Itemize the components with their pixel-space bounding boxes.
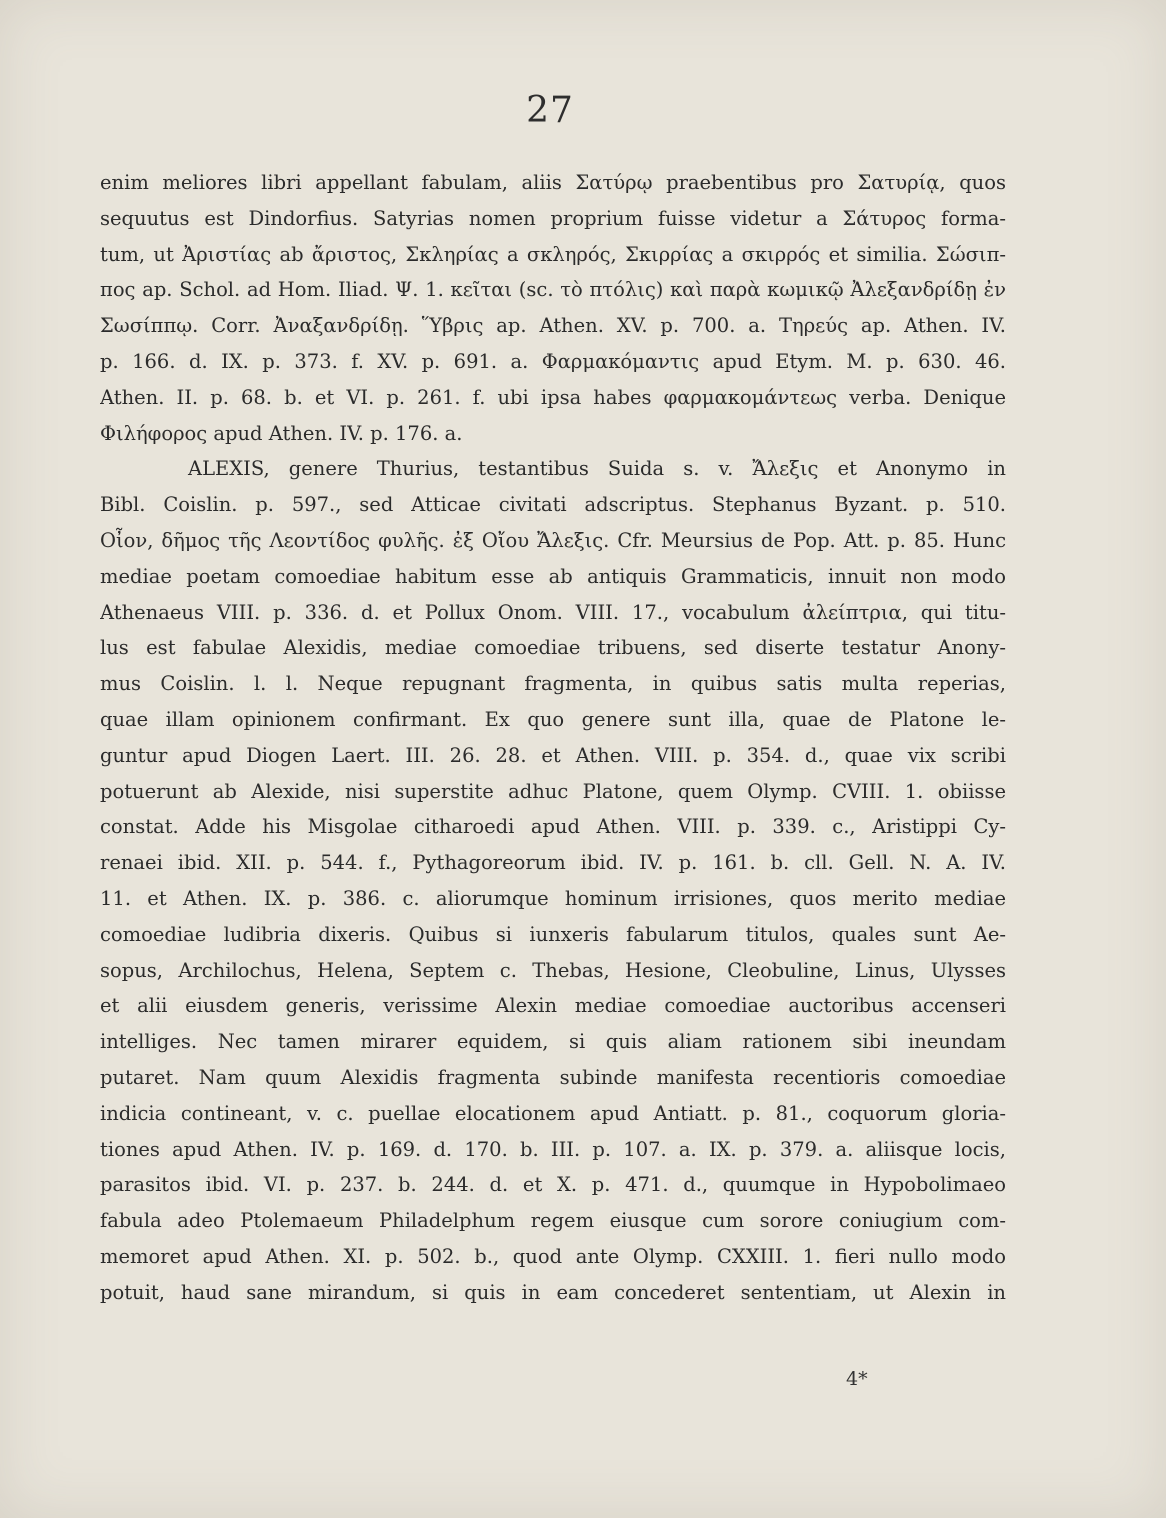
text-line: Οἶον, δῆμος τῆς Λεοντίδος φυλῆς. ἐξ Οἴου Ἄλεξις. Cfr. Meursius de Pop. Att. p. 85. Hunc	[100, 528, 1006, 552]
body-text	[100, 165, 1006, 1311]
text-line: Φιλήφορος apud Athen. IV. p. 176. a.	[100, 421, 463, 445]
text-line: tum, ut Ἀριστίας ab ἄριστος, Σκληρίας a σκληρός, Σκιρρίας a σκιρρός et similia. Σώσιπ-	[100, 242, 1006, 266]
text-line: Athen. II. p. 68. b. et VI. p. 261. f. ubi ipsa habes φαρμακομάντεως verba. Denique	[100, 385, 1006, 409]
text-line: mediae poetam comoediae habitum esse ab antiquis Grammaticis, innuit non modo	[100, 564, 1006, 588]
text-line: constat. Adde his Misgolae citharoedi apud Athen. VIII. p. 339. c., Aristippi Cy-	[100, 815, 1006, 839]
text-line: ALEXIS, genere Thurius, testantibus Suida s. v. Ἄλεξις et Anonymo in	[188, 457, 1006, 481]
text-line: πος ap. Schol. ad Hom. Iliad. Ψ. 1. κεῖται (sc. τὸ πτόλις) καὶ παρὰ κωμικῷ Ἀλεξανδρίδῃ ἐν	[100, 278, 1006, 302]
text-line: sopus, Archilochus, Helena, Septem c. Thebas, Hesione, Cleobuline, Linus, Ulysses	[100, 958, 1006, 982]
text-line: guntur apud Diogen Laert. III. 26. 28. et Athen. VIII. p. 354. d., quae vix scribi	[100, 743, 1006, 767]
text-line: potuit, haud sane mirandum, si quis in eam concederet sententiam, ut Alexin in	[100, 1280, 1006, 1304]
text-line: memoret apud Athen. XI. p. 502. b., quod ante Olymp. CXXIII. 1. fieri nullo modo	[100, 1244, 1006, 1268]
text-line: indicia contineant, v. c. puellae elocationem apud Antiatt. p. 81., coquorum gloria-	[100, 1101, 1006, 1125]
signature-mark: 4*	[846, 1368, 868, 1390]
paragraph-satyrias	[100, 165, 1006, 451]
text-line: p. 166. d. IX. p. 373. f. XV. p. 691. a. Φαρμακόμαντις apud Etym. M. p. 630. 46.	[100, 349, 1006, 373]
text-line: Σωσίππῳ. Corr. Ἀναξανδρίδῃ. Ὕβρις ap. Athen. XV. p. 700. a. Τηρεύς ap. Athen. IV.	[100, 314, 1006, 338]
text-line: lus est fabulae Alexidis, mediae comoediae tribuens, sed diserte testatur Anony-	[100, 636, 1006, 660]
page-number: 27	[526, 90, 574, 131]
text-line: potuerunt ab Alexide, nisi superstite adhuc Platone, quem Olymp. CVIII. 1. obiisse	[100, 779, 1006, 803]
text-line: comoediae ludibria dixeris. Quibus si iunxeris fabularum titulos, quales sunt Ae-	[100, 922, 1006, 946]
text-line: intelliges. Nec tamen mirarer equidem, si quis aliam rationem sibi ineundam	[100, 1030, 1006, 1054]
text-line: mus Coislin. l. l. Neque repugnant fragmenta, in quibus satis multa reperias,	[100, 672, 1006, 696]
text-line: Bibl. Coislin. p. 597., sed Atticae civitati adscriptus. Stephanus Byzant. p. 510.	[100, 493, 1006, 517]
text-line: et alii eiusdem generis, verissime Alexin mediae comoediae auctoribus accenseri	[100, 994, 1006, 1018]
text-line: renaei ibid. XII. p. 544. f., Pythagoreorum ibid. IV. p. 161. b. cll. Gell. N. A. IV.	[100, 851, 1006, 875]
text-line: Athenaeus VIII. p. 336. d. et Pollux Onom. VIII. 17., vocabulum ἀλείπτρια, qui titu-	[100, 600, 1006, 624]
text-line: tiones apud Athen. IV. p. 169. d. 170. b. III. p. 107. a. IX. p. 379. a. aliisque locis,	[100, 1137, 1006, 1161]
text-line: 11. et Athen. IX. p. 386. c. aliorumque hominum irrisiones, quos merito mediae	[100, 886, 1006, 910]
text-line: putaret. Nam quum Alexidis fragmenta subinde manifesta recentioris comoediae	[100, 1065, 1006, 1089]
text-line: quae illam opinionem confirmant. Ex quo genere sunt illa, quae de Platone le-	[100, 707, 1006, 731]
text-line: sequutus est Dindorfius. Satyrias nomen proprium fuisse videtur a Σάτυρος forma-	[100, 206, 1006, 230]
text-line: parasitos ibid. VI. p. 237. b. 244. d. et X. p. 471. d., quumque in Hypobolimaeo	[100, 1173, 1006, 1197]
paragraph-alexis	[100, 451, 1006, 1310]
text-line: enim meliores libri appellant fabulam, aliis Σατύρῳ praebentibus pro Σατυρίᾳ, quos	[100, 171, 1006, 194]
text-line: fabula adeo Ptolemaeum Philadelphum regem eiusque cum sorore coniugium com-	[100, 1209, 1006, 1233]
